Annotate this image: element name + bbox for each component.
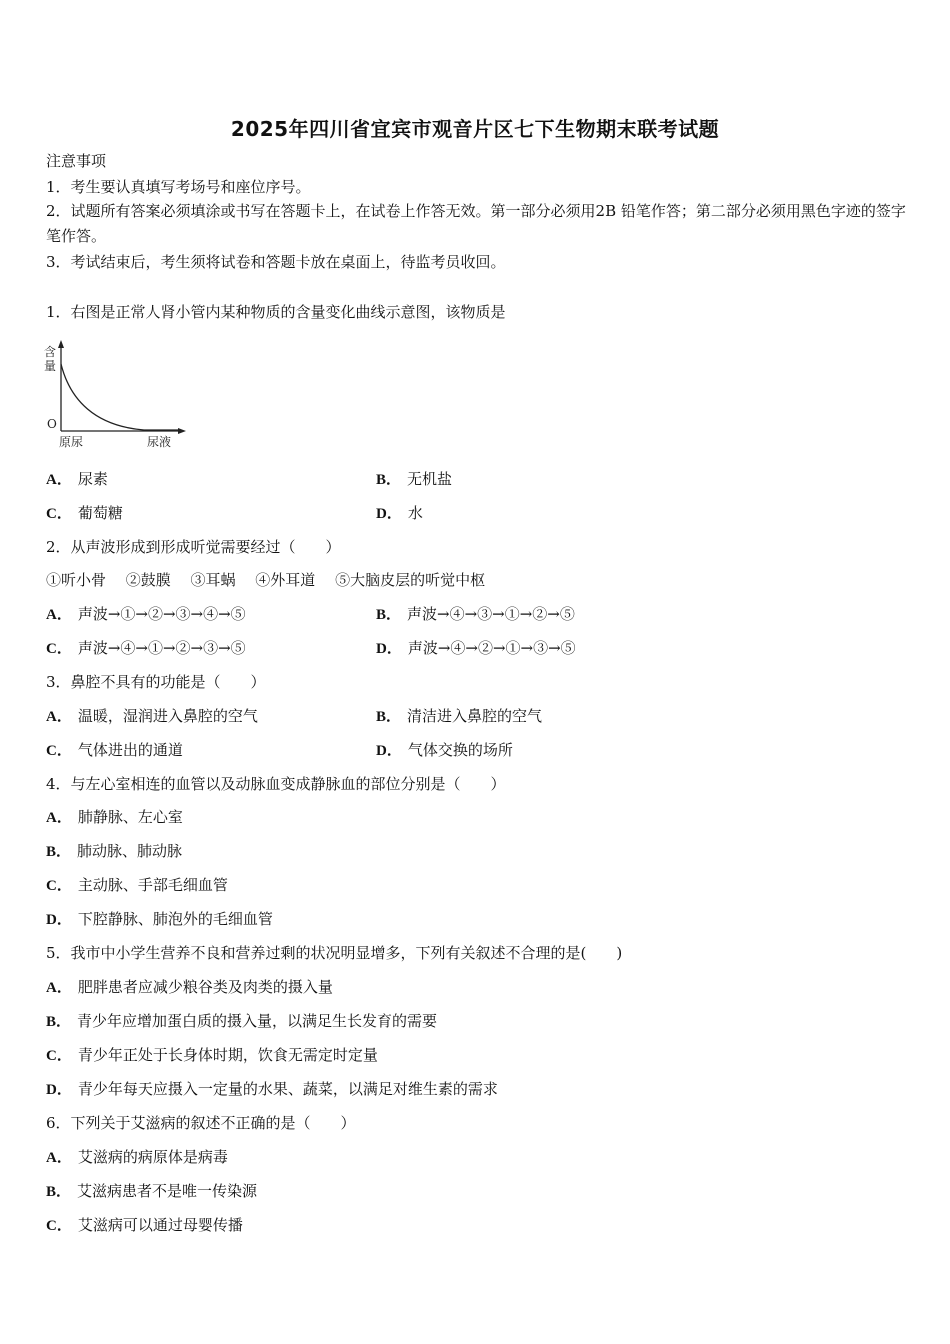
- figure-ylabel: 量: [44, 359, 57, 373]
- option-b: B． 清洁进入鼻腔的空气: [376, 707, 543, 725]
- option-c: C． 艾滋病可以通过母婴传播: [46, 1216, 243, 1234]
- option-a: A． 艾滋病的病原体是病毒: [46, 1148, 228, 1166]
- option-c: C． 气体进出的通道: [46, 741, 183, 759]
- figure-xlabel-right: 尿液: [147, 435, 172, 449]
- figure-origin: O: [47, 417, 57, 431]
- question-stem: 1．右图是正常人肾小管内某种物质的含量变化曲线示意图，该物质是: [46, 303, 506, 321]
- option-d: D． 下腔静脉、肺泡外的毛细血管: [46, 910, 273, 928]
- content-curve-figure: [40, 338, 190, 450]
- option-a: A． 肺静脉、左心室: [46, 808, 183, 826]
- option-a: A． 温暖，湿润进入鼻腔的空气: [46, 707, 258, 725]
- option-a: A． 尿素: [46, 470, 108, 488]
- notice-item: 1．考生要认真填写考场号和座位序号。: [46, 178, 311, 196]
- question-stem: 5．我市中小学生营养不良和营养过剩的状况明显增多，下列有关叙述不合理的是( ): [46, 944, 623, 962]
- option-d: D． 青少年每天应摄入一定量的水果、蔬菜，以满足对维生素的需求: [46, 1080, 498, 1098]
- option-d: D． 气体交换的场所: [376, 741, 513, 759]
- option-c: C． 葡萄糖: [46, 504, 123, 522]
- option-b: B． 无机盐: [376, 470, 453, 488]
- question-stem: 3．鼻腔不具有的功能是（ ）: [46, 673, 266, 691]
- figure-xlabel-left: 原尿: [59, 435, 84, 449]
- option-c: C． 青少年正处于长身体时期，饮食无需定时定量: [46, 1046, 378, 1064]
- figure-ylabel: 含: [44, 345, 57, 359]
- option-c: C． 主动脉、手部毛细血管: [46, 876, 228, 894]
- option-c: C． 声波→④→①→②→③→⑤: [46, 639, 246, 657]
- x-axis-arrow-icon: [178, 428, 186, 434]
- option-a: A． 肥胖患者应减少粮谷类及肉类的摄入量: [46, 978, 333, 996]
- notice-item: 3．考试结束后，考生须将试卷和答题卡放在桌面上，待监考员收回。: [46, 253, 506, 271]
- notice-heading: 注意事项: [46, 152, 107, 170]
- option-a: A． 声波→①→②→③→④→⑤: [46, 605, 246, 623]
- option-d: D． 声波→④→②→①→③→⑤: [376, 639, 576, 657]
- question-stem: 6．下列关于艾滋病的叙述不正确的是（ ）: [46, 1114, 356, 1132]
- option-d: D． 水: [376, 504, 423, 522]
- question-list: ①听小骨 ②鼓膜 ③耳蜗 ④外耳道 ⑤大脑皮层的听觉中枢: [46, 571, 486, 589]
- option-b: B． 青少年应增加蛋白质的摄入量，以满足生长发育的需要: [46, 1012, 438, 1030]
- y-axis-arrow-icon: [58, 340, 64, 348]
- question-stem: 2．从声波形成到形成听觉需要经过（ ）: [46, 538, 341, 556]
- option-b: B． 肺动脉、肺动脉: [46, 842, 183, 860]
- question-stem: 4．与左心室相连的血管以及动脉血变成静脉血的部位分别是（ ）: [46, 775, 506, 793]
- page-title: 2025年四川省宜宾市观音片区七下生物期末联考试题: [230, 117, 720, 141]
- content-curve: [61, 364, 180, 430]
- option-b: B． 艾滋病患者不是唯一传染源: [46, 1182, 258, 1200]
- option-b: B． 声波→④→③→①→②→⑤: [376, 605, 575, 623]
- notice-item: 2．试题所有答案必须填涂或书写在答题卡上，在试卷上作答无效。第一部分必须用2B 铅笔作答；第二部分必须用黑色字迹的签字笔作答。: [46, 202, 906, 245]
